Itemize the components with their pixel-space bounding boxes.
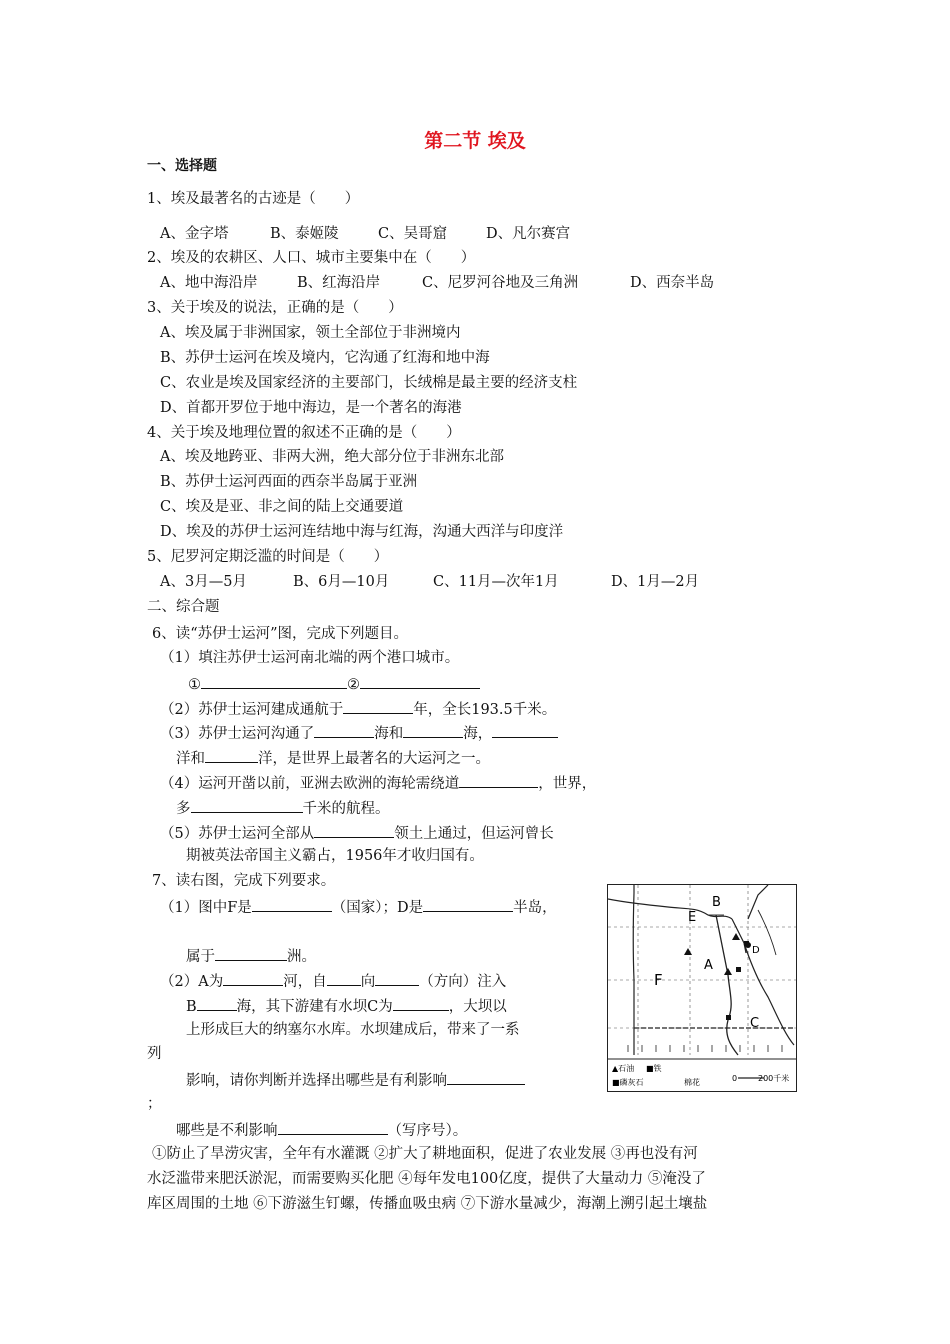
question-7-part-1-cont — [186, 945, 316, 967]
page-title: 第二节 埃及 — [424, 130, 526, 152]
section-heading-choice: 一、选择题 — [147, 158, 217, 174]
answer-blank[interactable] — [314, 722, 374, 738]
map-label-a: A — [704, 958, 713, 973]
question-5-option-b: B、6月—10月 — [293, 574, 390, 590]
text: 千米的航程。 — [302, 801, 390, 817]
answer-blank[interactable] — [201, 673, 347, 689]
question-7-part-2 — [160, 970, 506, 992]
answer-blank[interactable] — [215, 945, 287, 961]
question-4-option-b: B、苏伊士运河西面的西奈半岛属于亚洲 — [160, 474, 418, 490]
question-1-option-d: D、凡尔赛宫 — [486, 226, 571, 242]
text: 影响，请你判断并选择出哪些是有利影响 — [186, 1073, 447, 1089]
map-label-e: E — [688, 910, 697, 925]
answer-blank[interactable] — [459, 772, 538, 788]
answer-blank[interactable] — [492, 722, 558, 738]
answer-blank[interactable] — [205, 747, 258, 763]
question-7-part-2-c: 上形成巨大的纳塞尔水库。水坝建成后，带来了一系 — [186, 1022, 520, 1038]
text: 半岛， — [513, 900, 557, 916]
question-5-option-c: C、11月—次年1月 — [433, 574, 559, 590]
text: 属于 — [186, 949, 215, 965]
question-5-option-d: D、1月—2月 — [611, 574, 700, 590]
question-5-option-a: A、3月—5月 — [160, 574, 247, 590]
text: （5）苏伊士运河全部从 — [160, 826, 315, 842]
answer-blank[interactable] — [360, 673, 480, 689]
text: 海和 — [374, 726, 404, 742]
text: ，大坝以 — [448, 999, 507, 1015]
question-7-semicolon: ； — [147, 1096, 162, 1112]
question-4-stem: 4、关于埃及地理位置的叙述不正确的是（ ） — [147, 425, 461, 441]
text: 年，全长193.5千米。 — [413, 702, 557, 718]
question-2-option-a: A、地中海沿岸 — [160, 275, 258, 291]
answer-blank[interactable] — [191, 797, 303, 813]
text: 多 — [176, 801, 191, 817]
question-7-stem: 7、读右图，完成下列要求。 — [152, 873, 336, 889]
text: （4）运河开凿以前，亚洲去欧洲的海轮需绕道 — [160, 776, 460, 792]
question-2-option-c: C、尼罗河谷地及三角洲 — [422, 275, 579, 291]
text: 河，自 — [283, 974, 327, 990]
scale-label: 200千米 — [758, 1074, 790, 1083]
text: 哪些是不利影响 — [176, 1123, 278, 1139]
answer-blank[interactable] — [393, 995, 449, 1011]
map-label-b: B — [712, 895, 721, 910]
question-6-part-3 — [160, 722, 558, 744]
text: （3）苏伊士运河沟通了 — [160, 726, 315, 742]
map-label-f: F — [654, 971, 663, 989]
answer-blank[interactable] — [447, 1069, 525, 1085]
question-4-option-d: D、埃及的苏伊士运河连结地中海与红海，沟通大西洋与印度洋 — [160, 524, 564, 540]
question-7-part-2-f — [176, 1119, 467, 1141]
question-7-part-1 — [160, 896, 557, 918]
text: ，世界， — [538, 776, 597, 792]
text: 海，其下游建有水坝C为 — [236, 999, 393, 1015]
question-6-part-3-cont — [176, 747, 490, 769]
question-6-part-4-cont — [176, 797, 390, 819]
section-heading-comprehensive: 二、综合题 — [147, 599, 220, 615]
text: 洋和 — [176, 751, 205, 767]
question-6-part-4 — [160, 772, 596, 794]
answer-blank[interactable] — [197, 995, 237, 1011]
answer-blank[interactable] — [327, 970, 361, 986]
question-7-options-line-3: 库区周围的土地 ⑥下游滋生钉螺，传播血吸虫病 ⑦下游水量减少，海潮上溯引起土壤盐 — [147, 1196, 708, 1212]
text: B — [186, 999, 197, 1015]
answer-blank[interactable] — [343, 698, 413, 714]
text: 洋，是世界上最著名的大运河之一。 — [258, 751, 490, 767]
question-1-option-b: B、泰姬陵 — [270, 226, 339, 242]
legend-iron: ■铁 — [646, 1064, 662, 1073]
answer-blank[interactable] — [252, 896, 332, 912]
question-3-option-c: C、农业是埃及国家经济的主要部门，长绒棉是最主要的经济支柱 — [160, 375, 578, 391]
question-7-part-2-d: 列 — [147, 1046, 162, 1062]
text: （2）A为 — [160, 974, 224, 990]
question-6-stem: 6、读“苏伊士运河”图，完成下列题目。 — [152, 626, 409, 642]
question-7-options-line-1: ①防止了旱涝灾害，全年有水灌溉 ②扩大了耕地面积，促进了农业发展 ③再也没有河 — [152, 1146, 698, 1162]
question-1-option-c: C、吴哥窟 — [378, 226, 448, 242]
legend-cotton: 棉花 — [684, 1078, 700, 1087]
question-5-stem: 5、尼罗河定期泛滥的时间是（ ） — [147, 549, 389, 565]
text: （方向）注入 — [419, 974, 507, 990]
answer-blank[interactable] — [375, 970, 419, 986]
question-6-part-5-cont: 期被英法帝国主义霸占，1956年才收归国有。 — [186, 848, 484, 864]
legend-phosphate: ■磷灰石 — [612, 1078, 644, 1087]
question-3-option-d: D、首都开罗位于地中海边，是一个著名的海港 — [160, 400, 462, 416]
text: （写序号）。 — [387, 1123, 468, 1139]
question-6-part-5 — [160, 822, 554, 844]
circled-two: ② — [347, 677, 360, 693]
question-6-part-2 — [160, 698, 556, 720]
answer-blank[interactable] — [223, 970, 283, 986]
text: 洲。 — [287, 949, 316, 965]
text: 向 — [360, 974, 376, 990]
question-4-option-a: A、埃及地跨亚、非两大洲，绝大部分位于非洲东北部 — [160, 449, 504, 465]
question-2-option-d: D、西奈半岛 — [630, 275, 715, 291]
answer-blank[interactable] — [314, 822, 394, 838]
answer-blank[interactable] — [278, 1119, 388, 1135]
text: 海， — [463, 726, 493, 742]
answer-blank[interactable] — [403, 722, 463, 738]
question-2-stem: 2、埃及的农耕区、人口、城市主要集中在（ ） — [147, 250, 476, 266]
map-label-d: D — [752, 945, 760, 956]
question-3-stem: 3、关于埃及的说法，正确的是（ ） — [147, 300, 403, 316]
question-6-part-1: （1）填注苏伊士运河南北端的两个港口城市。 — [160, 650, 460, 666]
question-6-blanks-1 — [188, 673, 480, 695]
question-1-stem: 1、埃及最著名的古迹是（ ） — [147, 191, 360, 207]
question-2-option-b: B、红海沿岸 — [297, 275, 381, 291]
egypt-map — [607, 884, 797, 1092]
question-3-option-b: B、苏伊士运河在埃及境内，它沟通了红海和地中海 — [160, 350, 490, 366]
scale-zero: 0 — [732, 1074, 738, 1083]
legend-oil: ▲石油 — [612, 1064, 635, 1073]
question-4-option-c: C、埃及是亚、非之间的陆上交通要道 — [160, 499, 404, 515]
question-3-option-a: A、埃及属于非洲国家，领土全部位于非洲境内 — [160, 325, 461, 341]
circled-one: ① — [188, 677, 201, 693]
map-label-c: C — [750, 1016, 760, 1031]
question-7-part-2-e — [186, 1069, 525, 1091]
text: （2）苏伊士运河建成通航于 — [160, 702, 344, 718]
text: （1）图中F是 — [160, 900, 252, 916]
question-1-option-a: A、金字塔 — [160, 226, 229, 242]
question-7-options-line-2: 水泛滥带来肥沃淤泥，而需要购买化肥 ④每年发电100亿度，提供了大量动力 ⑤淹没了 — [147, 1171, 706, 1187]
text: 领土上通过，但运河曾长 — [394, 826, 554, 842]
text: （国家）；D是 — [331, 900, 424, 916]
question-7-part-2-b — [186, 995, 507, 1017]
answer-blank[interactable] — [423, 896, 513, 912]
